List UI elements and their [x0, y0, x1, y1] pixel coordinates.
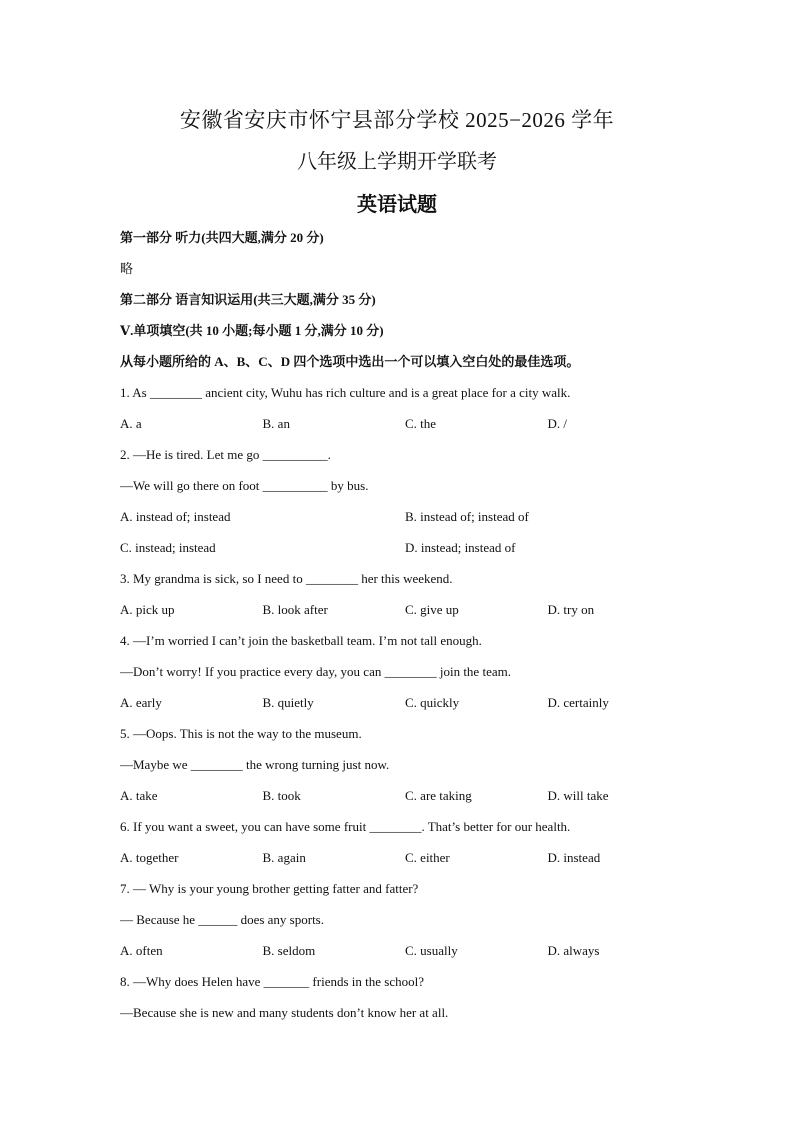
option-d: D. /: [547, 416, 567, 431]
question-options: [120, 687, 690, 718]
part2-heading: 第二部分 语言知识运用(共三大题,满分 35 分): [120, 292, 376, 307]
question-options: [120, 935, 690, 966]
section-heading: Ⅴ.单项填空(共 10 小题;每小题 1 分,满分 10 分): [120, 323, 384, 338]
exam-header: [0, 100, 794, 225]
option-c: C. the: [405, 416, 437, 431]
question-stem-response: —Because she is new and many students don’t know her at all.: [120, 1005, 449, 1020]
question-stem: 1. As ________ ancient city, Wuhu has rich culture and is a great place for a city walk.: [120, 385, 571, 400]
question-stem: 6. If you want a sweet, you can have some fruit ________. That’s better for our health.: [120, 819, 571, 834]
option-c: C. give up: [405, 602, 459, 617]
part1-heading: 第一部分 听力(共四大题,满分 20 分): [120, 230, 324, 245]
option-c: C. either: [405, 850, 450, 865]
option-d: D. instead; instead of: [405, 540, 516, 555]
question: [120, 377, 690, 439]
option-d: D. certainly: [547, 695, 609, 710]
question: [120, 966, 690, 1028]
option-c: C. usually: [405, 943, 458, 958]
part1-note: 略: [120, 261, 134, 276]
option-b: B. look after: [262, 602, 328, 617]
question-stem-response: — Because he ______ does any sports.: [120, 912, 324, 927]
question-options: [120, 780, 690, 811]
option-a: A. together: [120, 850, 179, 865]
option-b: B. again: [262, 850, 306, 865]
option-d: D. will take: [547, 788, 609, 803]
question: [120, 718, 690, 811]
option-d: D. try on: [547, 602, 595, 617]
exam-subtitle: 八年级上学期开学联考: [297, 151, 497, 173]
option-b: B. quietly: [262, 695, 314, 710]
question-stem: 8. —Why does Helen have _______ friends in the school?: [120, 974, 424, 989]
section-instruction: 从每小题所给的 A、B、C、D 四个选项中选出一个可以填入空白处的最佳选项。: [120, 354, 580, 369]
exam-subject: 英语试题: [357, 194, 437, 216]
question: [120, 439, 690, 563]
option-d: D. instead: [547, 850, 601, 865]
option-a: A. often: [120, 943, 163, 958]
question-stem-response: —Maybe we ________ the wrong turning just now.: [120, 757, 390, 772]
question-stem-response: —Don’t worry! If you practice every day, you can ________ join the team.: [120, 664, 511, 679]
option-c: C. are taking: [405, 788, 472, 803]
question-stem: 2. —He is tired. Let me go __________.: [120, 447, 331, 462]
question-stem: 7. — Why is your young brother getting fatter and fatter?: [120, 881, 419, 896]
exam-content: [120, 222, 690, 1028]
question: [120, 625, 690, 718]
option-b: B. an: [262, 416, 290, 431]
question: [120, 873, 690, 966]
option-a: A. take: [120, 788, 158, 803]
question-stem: 3. My grandma is sick, so I need to ________ her this weekend.: [120, 571, 453, 586]
question-stem-response: —We will go there on foot __________ by bus.: [120, 478, 369, 493]
question-stem: 4. —I’m worried I can’t join the basketball team. I’m not tall enough.: [120, 633, 482, 648]
question-options: [120, 408, 690, 439]
option-b: B. seldom: [262, 943, 316, 958]
option-d: D. always: [547, 943, 600, 958]
question-options: [120, 501, 690, 532]
question-stem: 5. —Oops. This is not the way to the museum.: [120, 726, 362, 741]
option-b: B. instead of; instead of: [405, 509, 529, 524]
question: [120, 811, 690, 873]
option-a: A. a: [120, 416, 142, 431]
option-a: A. early: [120, 695, 162, 710]
option-c: C. instead; instead: [120, 540, 216, 555]
option-c: C. quickly: [405, 695, 460, 710]
option-a: A. pick up: [120, 602, 175, 617]
question: [120, 563, 690, 625]
exam-title: 安徽省安庆市怀宁县部分学校 2025−2026 学年: [179, 108, 615, 132]
option-b: B. took: [262, 788, 301, 803]
option-a: A. instead of; instead: [120, 509, 231, 524]
question-options: [120, 842, 690, 873]
question-options: [120, 594, 690, 625]
question-options: [120, 532, 690, 563]
